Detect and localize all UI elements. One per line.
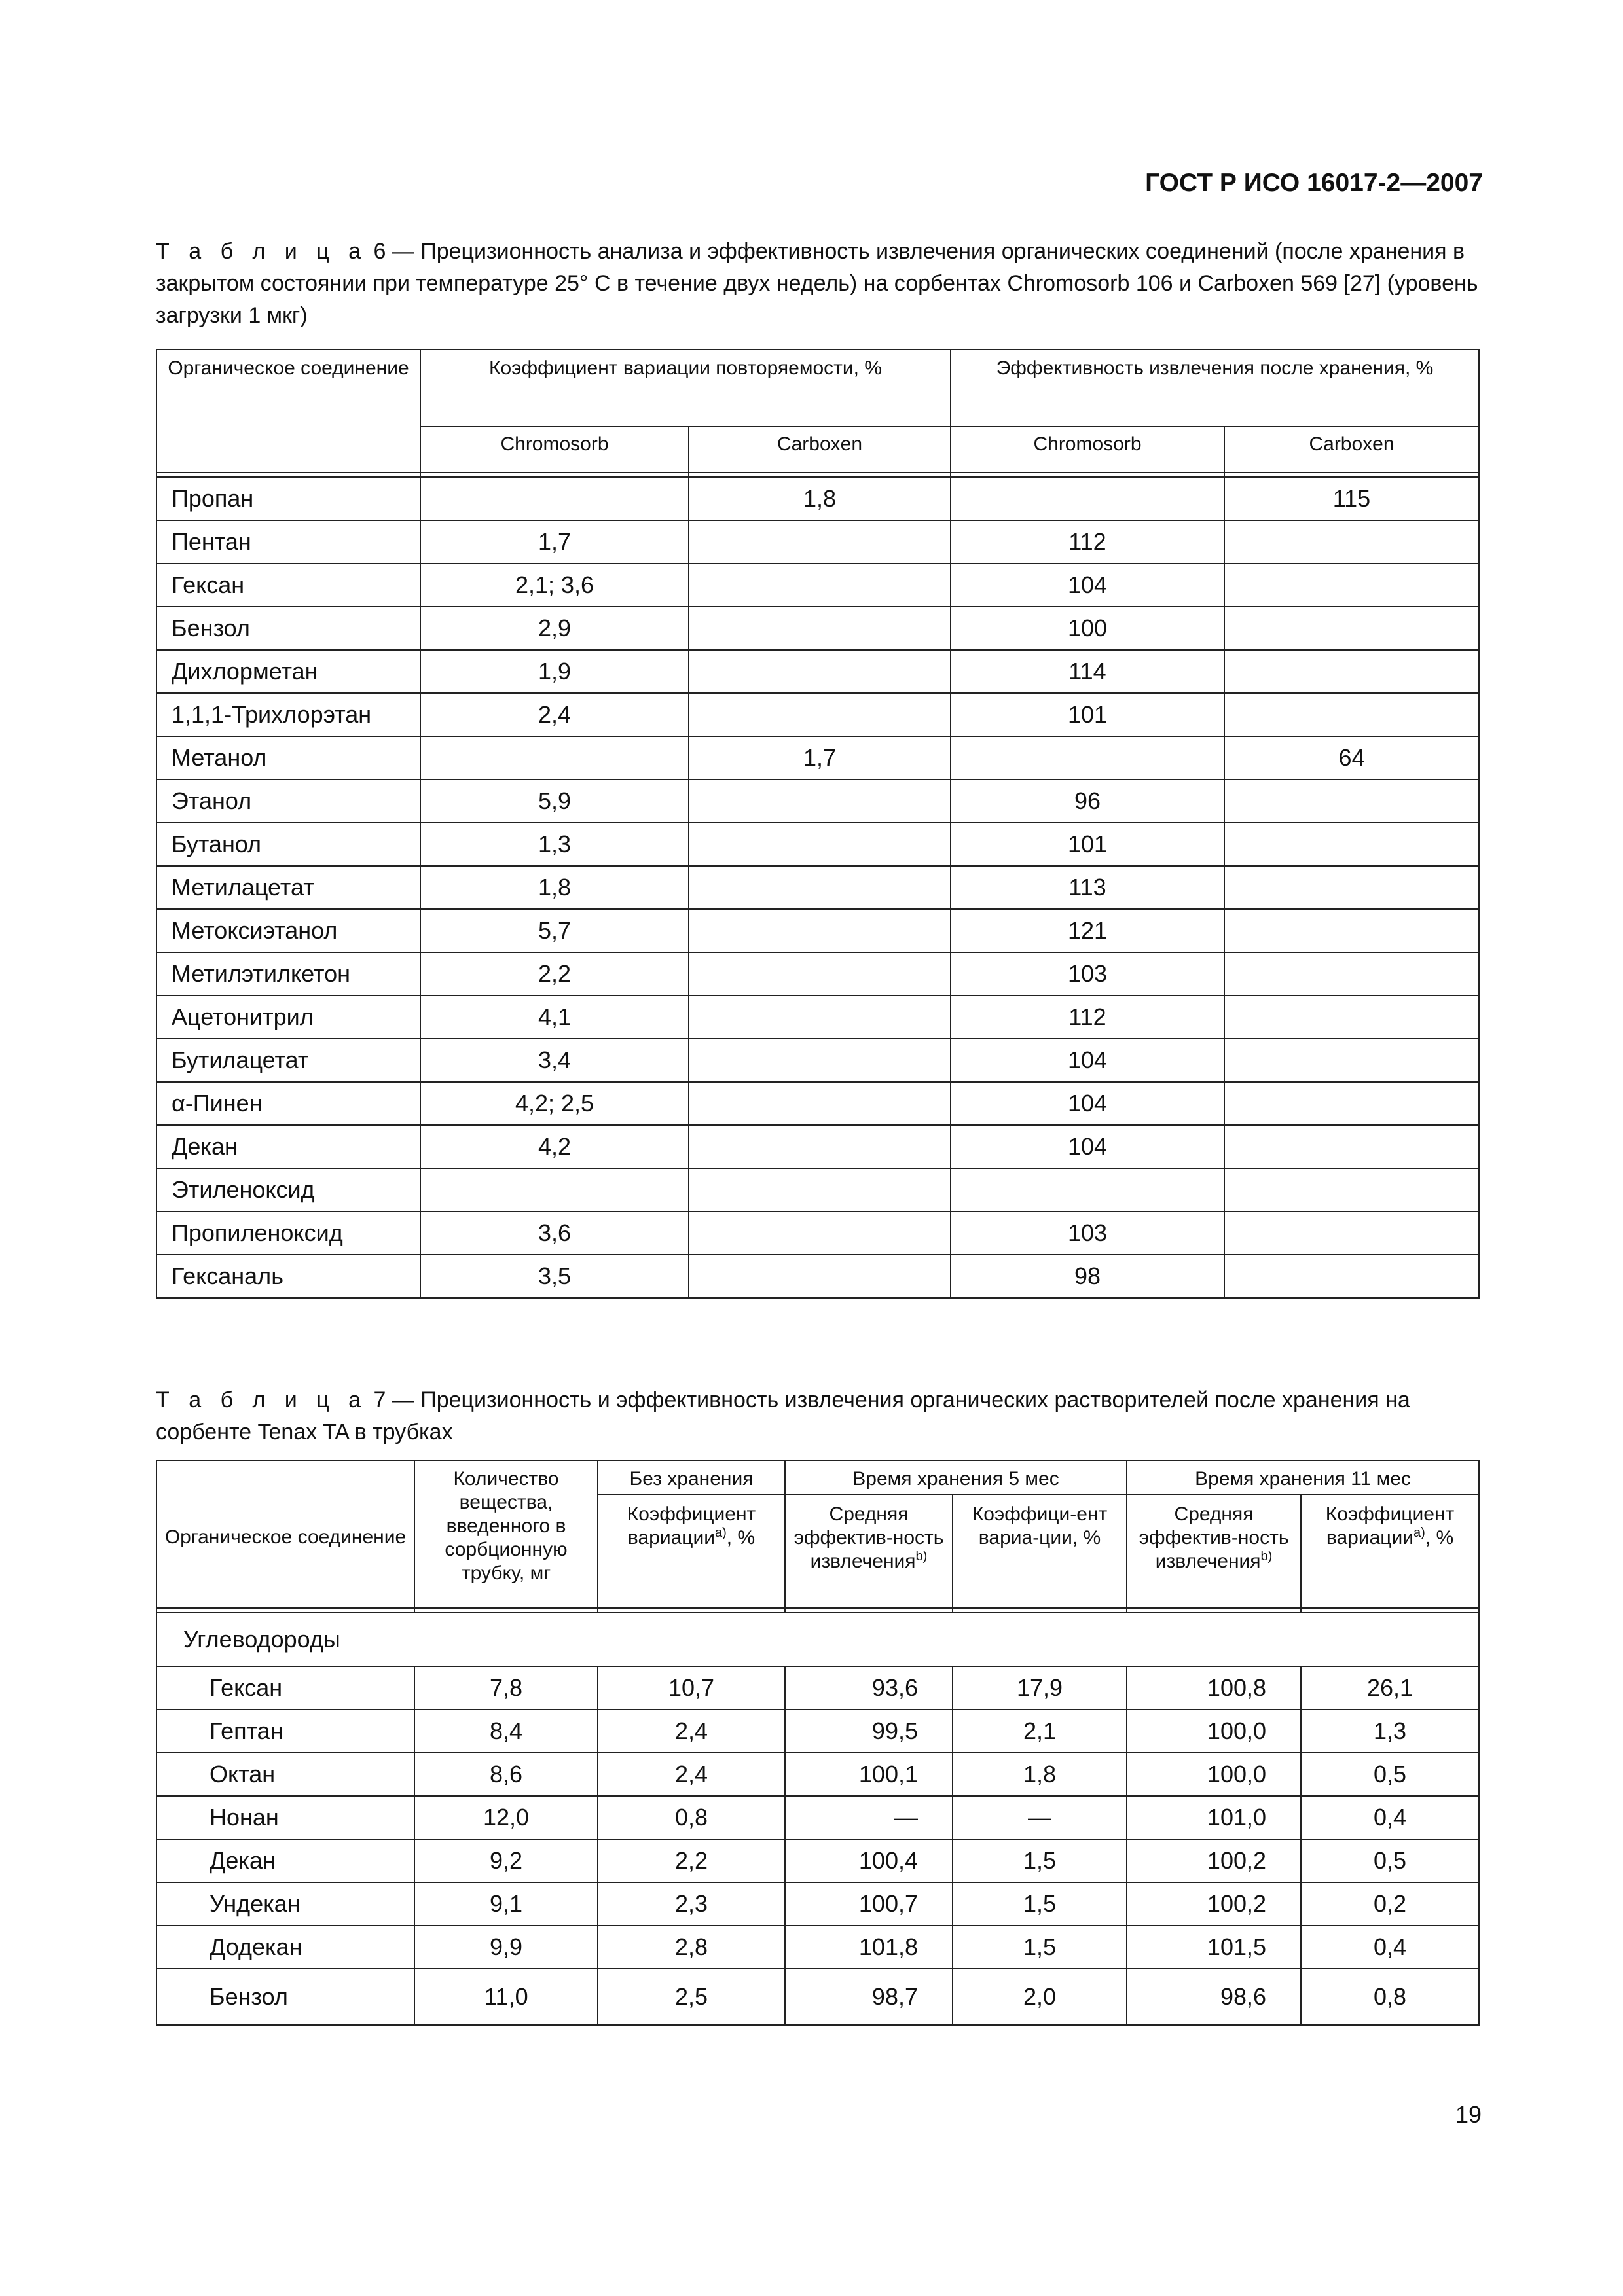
table-row <box>156 996 1479 1039</box>
t6-cell-cv-chrom: 4,2; 2,5 <box>420 1082 689 1125</box>
t6-cell-cv-chrom <box>420 1168 689 1211</box>
t6-cell-rec-carb <box>1224 1168 1479 1211</box>
t7-cell-rec5: 93,6 <box>785 1666 953 1710</box>
t6-cell-rec-chrom: 101 <box>951 823 1224 866</box>
t7-header-amount: Количество вещества, введенного в сорбционную трубку, мг <box>414 1460 598 1608</box>
t7-cell-cv5: 1,5 <box>953 1926 1127 1969</box>
t6-cell-name: 1,1,1-Трихлорэтан <box>156 693 420 736</box>
t7-cell-rec5: 100,4 <box>785 1839 953 1882</box>
t6-cell-cv-carb <box>689 520 951 564</box>
t6-cell-name: Метилацетат <box>156 866 420 909</box>
t6-cell-rec-chrom: 103 <box>951 952 1224 996</box>
table-row <box>156 823 1479 866</box>
t6-cell-rec-chrom <box>951 477 1224 520</box>
t6-cell-rec-carb <box>1224 1082 1479 1125</box>
t7-cell-name: Додекан <box>156 1926 414 1969</box>
t7-cell-cv11: 0,5 <box>1301 1839 1479 1882</box>
t7-cell-name: Гексан <box>156 1666 414 1710</box>
t7-cell-rec11: 101,0 <box>1127 1796 1301 1839</box>
t6-cell-rec-carb <box>1224 650 1479 693</box>
t7-cell-amount: 9,1 <box>414 1882 598 1926</box>
t7-cell-cv11: 0,4 <box>1301 1796 1479 1839</box>
t6-cell-cv-carb <box>689 823 951 866</box>
table-row <box>156 1839 1479 1882</box>
table-row <box>156 1666 1479 1710</box>
t7-header-cv-11: Коэффициент вариации$^{a)}$, % <box>1301 1494 1479 1608</box>
t7-cell-name: Нонан <box>156 1796 414 1839</box>
table-row <box>156 1082 1479 1125</box>
t7-header-compound: Органическое соединение <box>156 1460 414 1608</box>
t6-cell-rec-carb <box>1224 952 1479 996</box>
t6-cell-rec-carb <box>1224 909 1479 952</box>
t6-cell-name: Бутилацетат <box>156 1039 420 1082</box>
t6-header-cv-carboxen: Carboxen <box>689 427 951 473</box>
t7-cell-name: Октан <box>156 1753 414 1796</box>
t6-cell-cv-chrom: 5,7 <box>420 909 689 952</box>
t7-cell-name: Гептан <box>156 1710 414 1753</box>
t7-cell-cv11: 1,3 <box>1301 1710 1479 1753</box>
t6-cell-cv-chrom: 1,8 <box>420 866 689 909</box>
t6-header-cv-chromosorb: Chromosorb <box>420 427 689 473</box>
table-row <box>156 1211 1479 1255</box>
t6-header-rec-chromosorb: Chromosorb <box>951 427 1224 473</box>
t7-cell-cv5: 1,8 <box>953 1753 1127 1796</box>
t6-cell-name: Ацетонитрил <box>156 996 420 1039</box>
t7-cell-cv5: 1,5 <box>953 1882 1127 1926</box>
t7-cell-cv11: 0,4 <box>1301 1926 1479 1969</box>
t6-cell-cv-chrom: 1,7 <box>420 520 689 564</box>
table-row <box>156 909 1479 952</box>
t7-cell-name: Ундекан <box>156 1882 414 1926</box>
t6-cell-cv-carb <box>689 866 951 909</box>
table6-body <box>156 477 1479 1298</box>
t7-header-mean-rec-5: Средняя эффектив-ность извлечения$^{b)}$ <box>785 1494 953 1608</box>
table-row <box>156 1125 1479 1168</box>
table6-caption <box>156 236 1478 332</box>
t6-cell-name: Этанол <box>156 780 420 823</box>
t6-cell-rec-chrom: 103 <box>951 1211 1224 1255</box>
t7-cell-rec5: 98,7 <box>785 1969 953 2025</box>
t6-cell-name: α-Пинен <box>156 1082 420 1125</box>
t6-cell-rec-carb <box>1224 780 1479 823</box>
table-row <box>156 780 1479 823</box>
t6-cell-rec-carb <box>1224 1125 1479 1168</box>
t6-cell-cv-carb <box>689 607 951 650</box>
t6-cell-cv-chrom: 2,2 <box>420 952 689 996</box>
t6-cell-cv-carb <box>689 1082 951 1125</box>
t7-cell-cv0: 2,5 <box>598 1969 785 2025</box>
t7-cell-amount: 9,2 <box>414 1839 598 1882</box>
table-row <box>156 607 1479 650</box>
t6-cell-cv-chrom: 4,1 <box>420 996 689 1039</box>
t6-cell-rec-chrom: 121 <box>951 909 1224 952</box>
t6-cell-rec-chrom: 104 <box>951 564 1224 607</box>
t7-group-row <box>156 1613 1479 1666</box>
table-row <box>156 564 1479 607</box>
t7-cell-rec11: 98,6 <box>1127 1969 1301 2025</box>
t6-cell-name: Этиленоксид <box>156 1168 420 1211</box>
page-number: 19 <box>1455 2101 1482 2128</box>
t6-cell-cv-carb <box>689 1168 951 1211</box>
t6-cell-rec-carb: 64 <box>1224 736 1479 780</box>
t7-cell-cv0: 2,4 <box>598 1710 785 1753</box>
t7-cell-cv0: 10,7 <box>598 1666 785 1710</box>
t7-header-cv-no-storage: Коэффициент вариации$^{a)}$, % <box>598 1494 785 1608</box>
t6-cell-cv-chrom <box>420 477 689 520</box>
t7-cell-rec5: 100,7 <box>785 1882 953 1926</box>
t6-cell-name: Пропан <box>156 477 420 520</box>
t7-cell-rec11: 101,5 <box>1127 1926 1301 1969</box>
t6-cell-rec-carb <box>1224 693 1479 736</box>
table-row <box>156 1039 1479 1082</box>
t6-cell-cv-chrom: 2,1; 3,6 <box>420 564 689 607</box>
t6-cell-name: Метанол <box>156 736 420 780</box>
t7-group-label: Углеводороды <box>156 1613 1479 1666</box>
t7-cell-cv0: 2,2 <box>598 1839 785 1882</box>
t6-cell-cv-chrom: 2,4 <box>420 693 689 736</box>
t6-cell-rec-chrom: 101 <box>951 693 1224 736</box>
t7-cell-rec11: 100,0 <box>1127 1753 1301 1796</box>
t6-cell-cv-carb <box>689 564 951 607</box>
table6 <box>156 349 1480 1299</box>
t7-cell-amount: 11,0 <box>414 1969 598 2025</box>
t6-cell-cv-chrom: 3,6 <box>420 1211 689 1255</box>
table-row <box>156 650 1479 693</box>
t6-cell-cv-carb <box>689 1039 951 1082</box>
t6-cell-rec-carb <box>1224 607 1479 650</box>
t6-cell-rec-carb <box>1224 996 1479 1039</box>
t6-cell-cv-carb <box>689 1125 951 1168</box>
t6-cell-cv-carb <box>689 952 951 996</box>
t7-cell-amount: 7,8 <box>414 1666 598 1710</box>
t6-cell-rec-carb: 115 <box>1224 477 1479 520</box>
table6-caption-label: Т а б л и ц а <box>156 239 368 264</box>
t7-cell-cv0: 0,8 <box>598 1796 785 1839</box>
t7-cell-cv11: 0,5 <box>1301 1753 1479 1796</box>
t7-cell-cv5: — <box>953 1796 1127 1839</box>
t6-cell-name: Пентан <box>156 520 420 564</box>
t6-cell-rec-carb <box>1224 1039 1479 1082</box>
table-row <box>156 1753 1479 1796</box>
t6-cell-rec-chrom <box>951 1168 1224 1211</box>
t6-cell-name: Декан <box>156 1125 420 1168</box>
t6-cell-rec-carb <box>1224 564 1479 607</box>
table-row <box>156 1926 1479 1969</box>
table-row <box>156 952 1479 996</box>
t7-cell-name: Декан <box>156 1839 414 1882</box>
t7-cell-name: Бензол <box>156 1969 414 2025</box>
t7-cell-cv5: 2,1 <box>953 1710 1127 1753</box>
table-row <box>156 520 1479 564</box>
table-row <box>156 693 1479 736</box>
t7-cell-rec5: 99,5 <box>785 1710 953 1753</box>
t6-cell-rec-chrom: 114 <box>951 650 1224 693</box>
table-row <box>156 1255 1479 1298</box>
t6-cell-rec-chrom: 104 <box>951 1039 1224 1082</box>
t7-cell-cv0: 2,8 <box>598 1926 785 1969</box>
t6-cell-rec-chrom: 104 <box>951 1082 1224 1125</box>
t6-cell-rec-chrom: 112 <box>951 996 1224 1039</box>
t6-cell-cv-carb: 1,7 <box>689 736 951 780</box>
table-row <box>156 866 1479 909</box>
table-row <box>156 1882 1479 1926</box>
t6-cell-cv-carb <box>689 650 951 693</box>
t6-cell-cv-carb <box>689 996 951 1039</box>
table-row <box>156 1969 1479 2025</box>
t7-cell-rec11: 100,2 <box>1127 1839 1301 1882</box>
t7-header-mean-rec-11: Средняя эффектив-ность извлечения$^{b)}$ <box>1127 1494 1301 1608</box>
t6-cell-cv-chrom: 3,5 <box>420 1255 689 1298</box>
t6-cell-cv-carb <box>689 780 951 823</box>
t6-cell-rec-carb <box>1224 823 1479 866</box>
t6-cell-rec-chrom: 98 <box>951 1255 1224 1298</box>
t6-cell-rec-carb <box>1224 520 1479 564</box>
t6-cell-cv-chrom: 3,4 <box>420 1039 689 1082</box>
t6-cell-rec-carb <box>1224 1255 1479 1298</box>
t7-cell-amount: 8,6 <box>414 1753 598 1796</box>
standard-number: ГОСТ Р ИСО 16017-2—2007 <box>1145 169 1483 197</box>
t7-cell-rec11: 100,0 <box>1127 1710 1301 1753</box>
t6-cell-cv-chrom: 1,9 <box>420 650 689 693</box>
t6-cell-cv-chrom: 5,9 <box>420 780 689 823</box>
table-row <box>156 477 1479 520</box>
t6-header-rec-carboxen: Carboxen <box>1224 427 1479 473</box>
t7-cell-amount: 12,0 <box>414 1796 598 1839</box>
t6-cell-name: Дихлорметан <box>156 650 420 693</box>
t7-cell-cv11: 0,8 <box>1301 1969 1479 2025</box>
table-row <box>156 1710 1479 1753</box>
table-row <box>156 1168 1479 1211</box>
t6-cell-rec-carb <box>1224 1211 1479 1255</box>
t6-cell-name: Гексаналь <box>156 1255 420 1298</box>
t6-cell-cv-chrom: 1,3 <box>420 823 689 866</box>
t6-cell-rec-chrom: 112 <box>951 520 1224 564</box>
t7-header-cv-5: Коэффици-ент вариа-ции, % <box>953 1494 1127 1608</box>
table6-caption-text: 6 — Прецизионность анализа и эффективность извлечения органических соединений (после хранения в закрытом состоянии при температуре 25° С в течение двух недель) на сорбентах Chromosorb 106 и Carboxen 569 [27] (уровень загрузки 1 мкг) <box>156 239 1478 328</box>
t7-cell-cv0: 2,4 <box>598 1753 785 1796</box>
t7-header-storage-11: Время хранения 11 мес <box>1127 1460 1479 1494</box>
t6-cell-cv-carb: 1,8 <box>689 477 951 520</box>
table-row <box>156 1796 1479 1839</box>
t7-header-storage-5: Время хранения 5 мес <box>785 1460 1127 1494</box>
t7-cell-cv5: 2,0 <box>953 1969 1127 2025</box>
t7-cell-cv11: 0,2 <box>1301 1882 1479 1926</box>
table7-caption-label: Т а б л и ц а <box>156 1388 368 1412</box>
t7-cell-cv5: 1,5 <box>953 1839 1127 1882</box>
t6-cell-rec-chrom: 113 <box>951 866 1224 909</box>
t6-cell-rec-chrom <box>951 736 1224 780</box>
t6-cell-name: Метилэтилкетон <box>156 952 420 996</box>
table-row <box>156 736 1479 780</box>
t7-cell-rec11: 100,2 <box>1127 1882 1301 1926</box>
t6-cell-rec-chrom: 104 <box>951 1125 1224 1168</box>
t6-cell-rec-chrom: 96 <box>951 780 1224 823</box>
t6-cell-cv-chrom: 4,2 <box>420 1125 689 1168</box>
t6-cell-cv-carb <box>689 1255 951 1298</box>
table7-caption <box>156 1384 1478 1448</box>
t6-cell-name: Пропиленоксид <box>156 1211 420 1255</box>
t7-cell-rec5: 100,1 <box>785 1753 953 1796</box>
t7-cell-rec11: 100,8 <box>1127 1666 1301 1710</box>
t6-cell-rec-chrom: 100 <box>951 607 1224 650</box>
table7-caption-text: 7 — Прецизионность и эффективность извлечения органических растворителей после хранения на сорбенте Tenax TA в трубках <box>156 1388 1410 1444</box>
t6-cell-cv-carb <box>689 909 951 952</box>
t6-cell-name: Бензол <box>156 607 420 650</box>
t7-cell-rec5: 101,8 <box>785 1926 953 1969</box>
t7-cell-amount: 9,9 <box>414 1926 598 1969</box>
t6-cell-name: Метоксиэтанол <box>156 909 420 952</box>
t6-cell-cv-carb <box>689 1211 951 1255</box>
table7 <box>156 1460 1480 2026</box>
t6-cell-rec-carb <box>1224 866 1479 909</box>
t7-cell-cv11: 26,1 <box>1301 1666 1479 1710</box>
t6-cell-cv-carb <box>689 693 951 736</box>
t6-header-cv: Коэффициент вариации повторяемости, % <box>420 350 951 427</box>
t7-header-no-storage: Без хранения <box>598 1460 785 1494</box>
t7-cell-cv5: 17,9 <box>953 1666 1127 1710</box>
t6-header-compound: Органическое соединение <box>156 350 420 473</box>
t7-cell-rec5: — <box>785 1796 953 1839</box>
t6-cell-cv-chrom <box>420 736 689 780</box>
t7-cell-cv0: 2,3 <box>598 1882 785 1926</box>
t6-cell-name: Бутанол <box>156 823 420 866</box>
t6-header-recovery: Эффективность извлечения после хранения, % <box>951 350 1479 427</box>
t6-cell-name: Гексан <box>156 564 420 607</box>
t7-cell-amount: 8,4 <box>414 1710 598 1753</box>
t6-cell-cv-chrom: 2,9 <box>420 607 689 650</box>
table7-body <box>156 1613 1479 2025</box>
